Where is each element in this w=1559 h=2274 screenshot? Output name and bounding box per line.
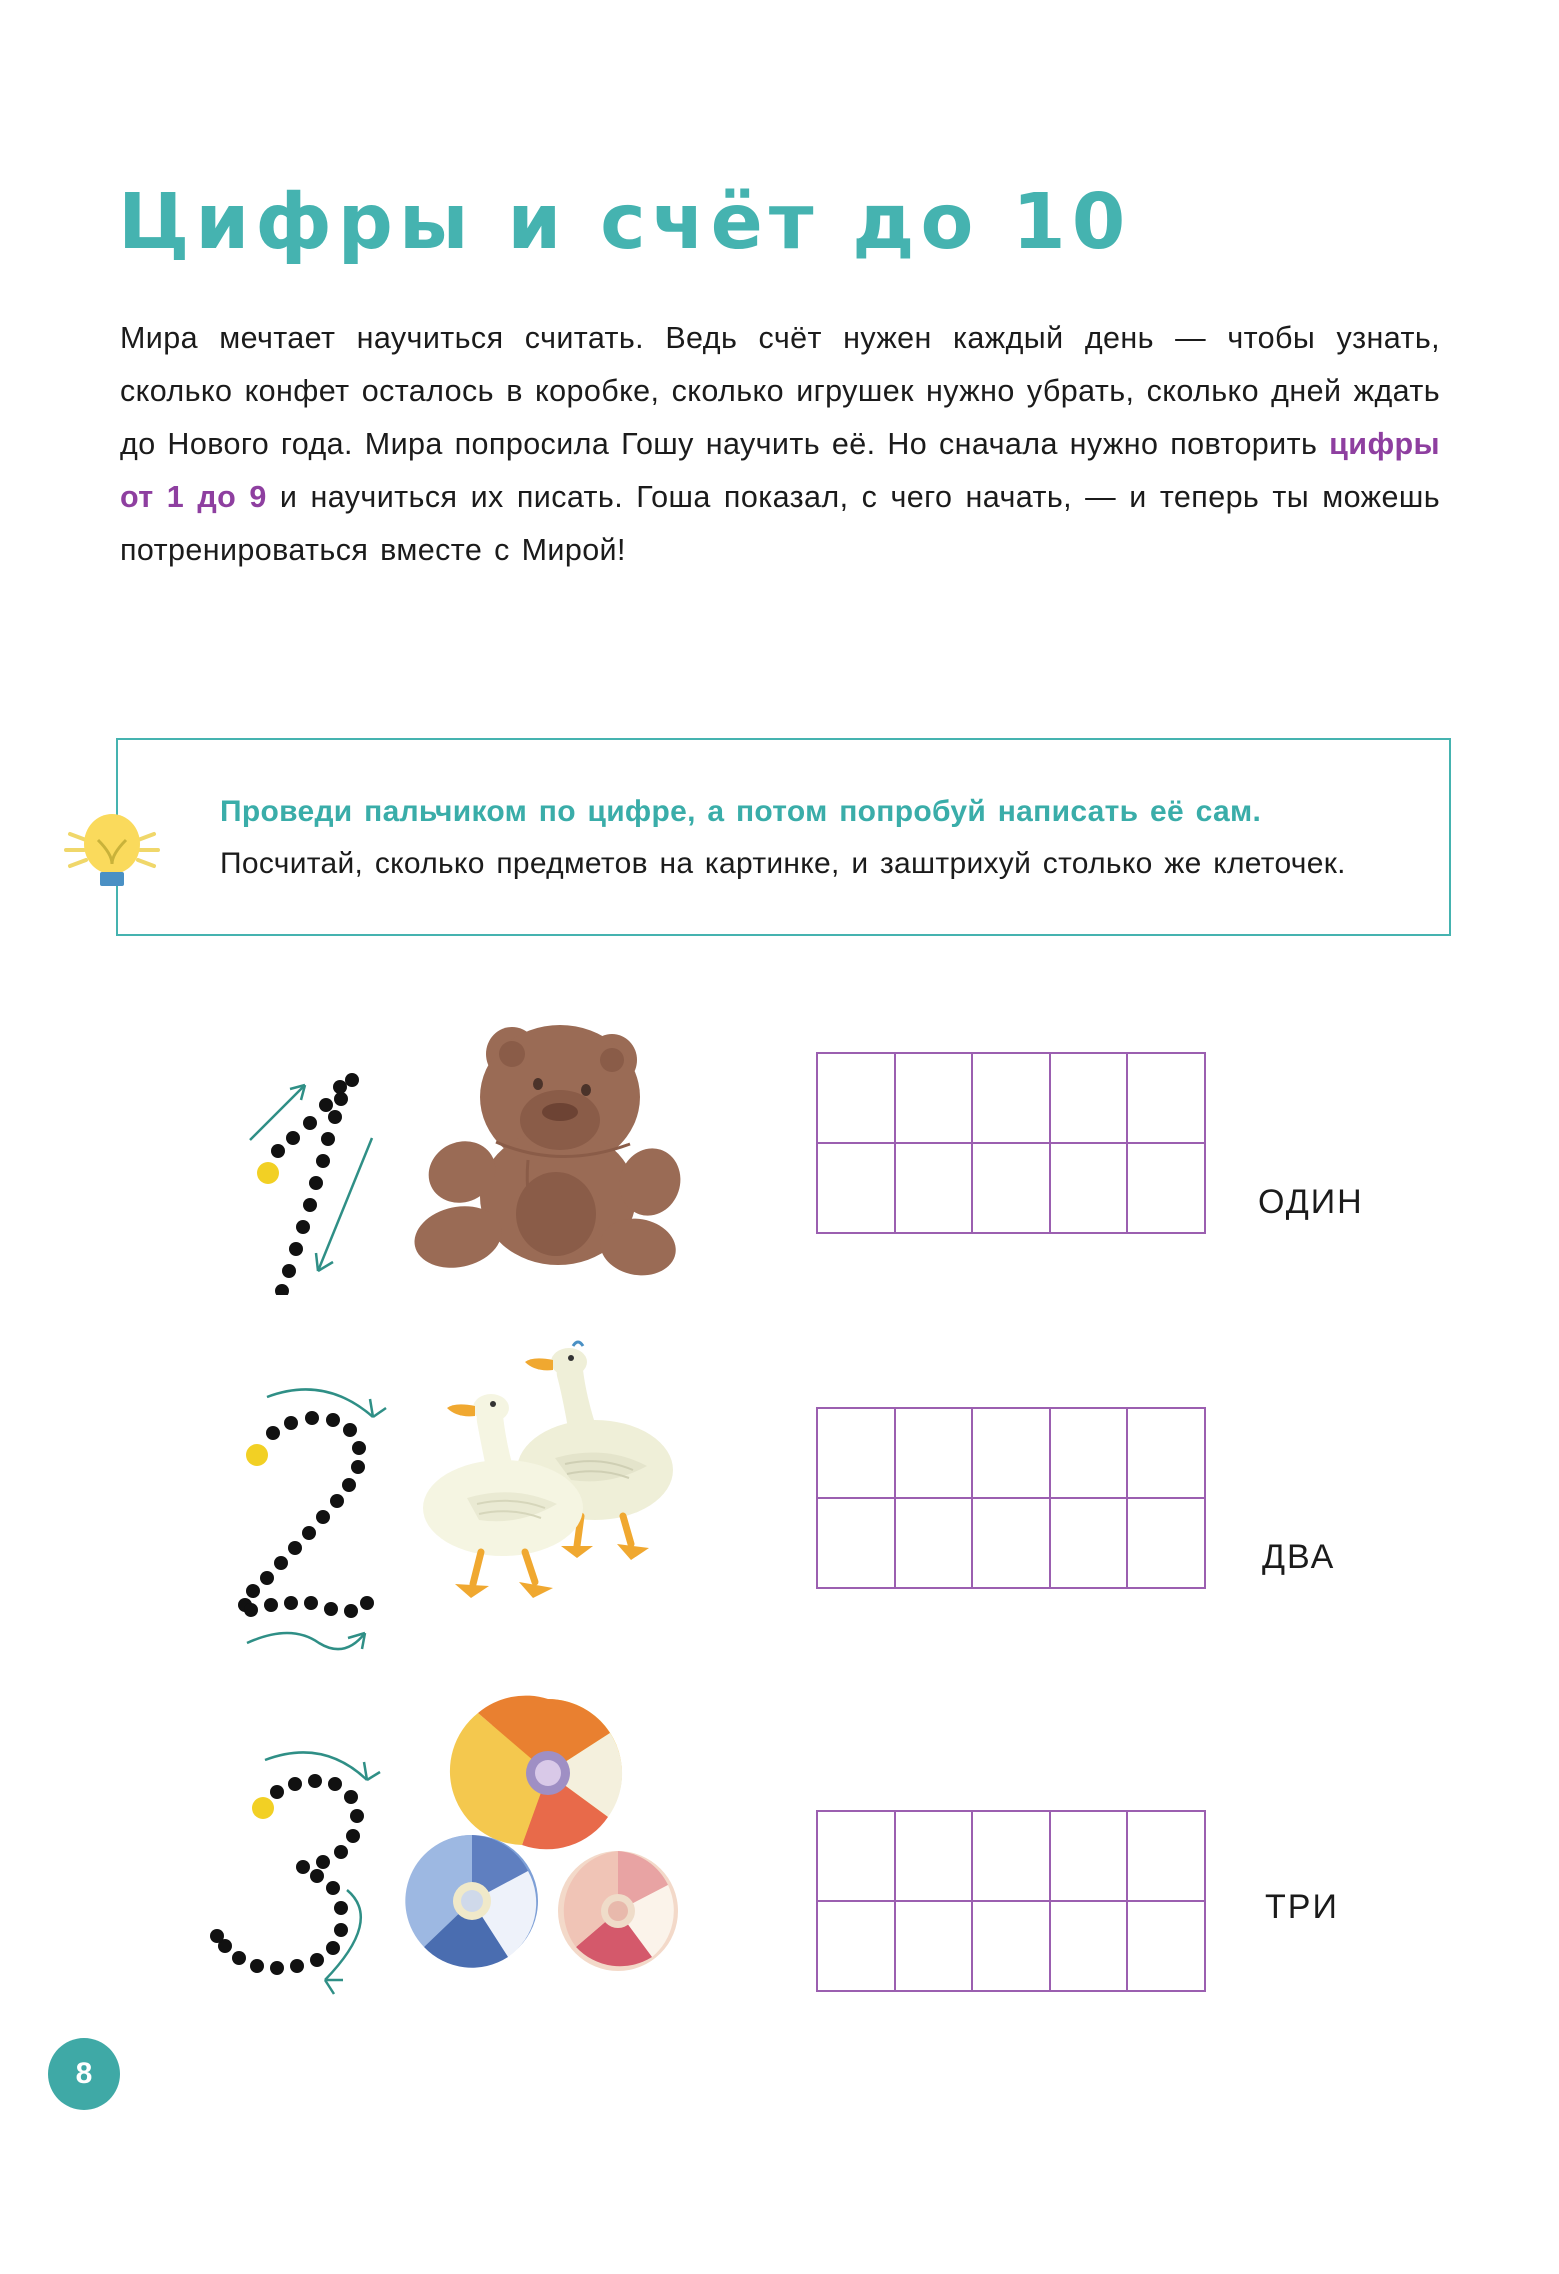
start-dot bbox=[257, 1162, 279, 1184]
grid-cell[interactable] bbox=[973, 1054, 1051, 1144]
counting-grid-two[interactable] bbox=[816, 1407, 1206, 1589]
exercise-row-three bbox=[0, 1705, 1559, 2045]
grid-cell[interactable] bbox=[818, 1499, 896, 1589]
grid-cell[interactable] bbox=[896, 1812, 974, 1902]
grid-cell[interactable] bbox=[818, 1812, 896, 1902]
grid-cell[interactable] bbox=[818, 1409, 896, 1499]
intro-text-part1: Мира мечтает научиться считать. Ведь счёт нужен каждый день — чтобы узнать, сколько конфет осталось в коробке, сколько игрушек нужно убрать, сколько дней ждать до Нового года. Мира попросила Гошу научить её. Но сначала нужно повторить bbox=[120, 321, 1440, 461]
two-geese-illustration bbox=[385, 1340, 715, 1640]
grid-cell[interactable] bbox=[1051, 1054, 1129, 1144]
grid-cell[interactable] bbox=[896, 1902, 974, 1992]
grid-cell[interactable] bbox=[973, 1812, 1051, 1902]
grid-cell[interactable] bbox=[1128, 1054, 1206, 1144]
instruction-rest: Посчитай, сколько предметов на картинке, и заштрихуй столько же клеточек. bbox=[220, 847, 1346, 880]
dotted-digit-one bbox=[200, 1005, 430, 1295]
grid-cell[interactable] bbox=[1051, 1902, 1129, 1992]
grid-cell[interactable] bbox=[1128, 1409, 1206, 1499]
grid-cell[interactable] bbox=[818, 1054, 896, 1144]
intro-text-part2: и научиться их писать. Гоша показал, с чего начать, — и теперь ты можешь потренироваться вместе с Мирой! bbox=[120, 480, 1441, 567]
grid-cell[interactable] bbox=[1051, 1144, 1129, 1234]
start-dot bbox=[246, 1444, 268, 1466]
page-number-badge: 8 bbox=[48, 2038, 120, 2110]
grid-cell[interactable] bbox=[1051, 1812, 1129, 1902]
grid-cell[interactable] bbox=[1128, 1499, 1206, 1589]
grid-cell[interactable] bbox=[818, 1144, 896, 1234]
grid-cell[interactable] bbox=[1051, 1409, 1129, 1499]
number-word-two: ДВА bbox=[1262, 1538, 1336, 1576]
grid-cell[interactable] bbox=[1128, 1902, 1206, 1992]
counting-grid-one[interactable] bbox=[816, 1052, 1206, 1234]
intro-highlight: цифры от 1 до 9 bbox=[120, 427, 1441, 514]
lightbulb-icon bbox=[62, 792, 162, 902]
grid-cell[interactable] bbox=[973, 1499, 1051, 1589]
three-beach-balls-illustration bbox=[380, 1685, 720, 2005]
grid-cell[interactable] bbox=[896, 1499, 974, 1589]
instruction-highlight: Проведи пальчиком по цифре, а потом попробуй написать её сам. bbox=[220, 795, 1262, 828]
grid-cell[interactable] bbox=[896, 1409, 974, 1499]
counting-grid-three[interactable] bbox=[816, 1810, 1206, 1992]
teddy-bear-illustration bbox=[400, 992, 690, 1282]
grid-cell[interactable] bbox=[818, 1902, 896, 1992]
intro-paragraph bbox=[120, 312, 1440, 577]
grid-cell[interactable] bbox=[973, 1409, 1051, 1499]
grid-cell[interactable] bbox=[1051, 1499, 1129, 1589]
grid-cell[interactable] bbox=[973, 1902, 1051, 1992]
exercise-row-two bbox=[0, 1355, 1559, 1685]
grid-cell[interactable] bbox=[973, 1144, 1051, 1234]
number-word-one: ОДИН bbox=[1258, 1183, 1364, 1221]
instruction-text bbox=[220, 786, 1400, 890]
number-word-three: ТРИ bbox=[1265, 1888, 1339, 1926]
page-title: Цифры и счёт до 10 bbox=[118, 178, 1132, 267]
exercise-row-one bbox=[0, 1000, 1559, 1330]
grid-cell[interactable] bbox=[1128, 1812, 1206, 1902]
start-dot bbox=[252, 1797, 274, 1819]
grid-cell[interactable] bbox=[1128, 1144, 1206, 1234]
grid-cell[interactable] bbox=[896, 1144, 974, 1234]
grid-cell[interactable] bbox=[896, 1054, 974, 1144]
